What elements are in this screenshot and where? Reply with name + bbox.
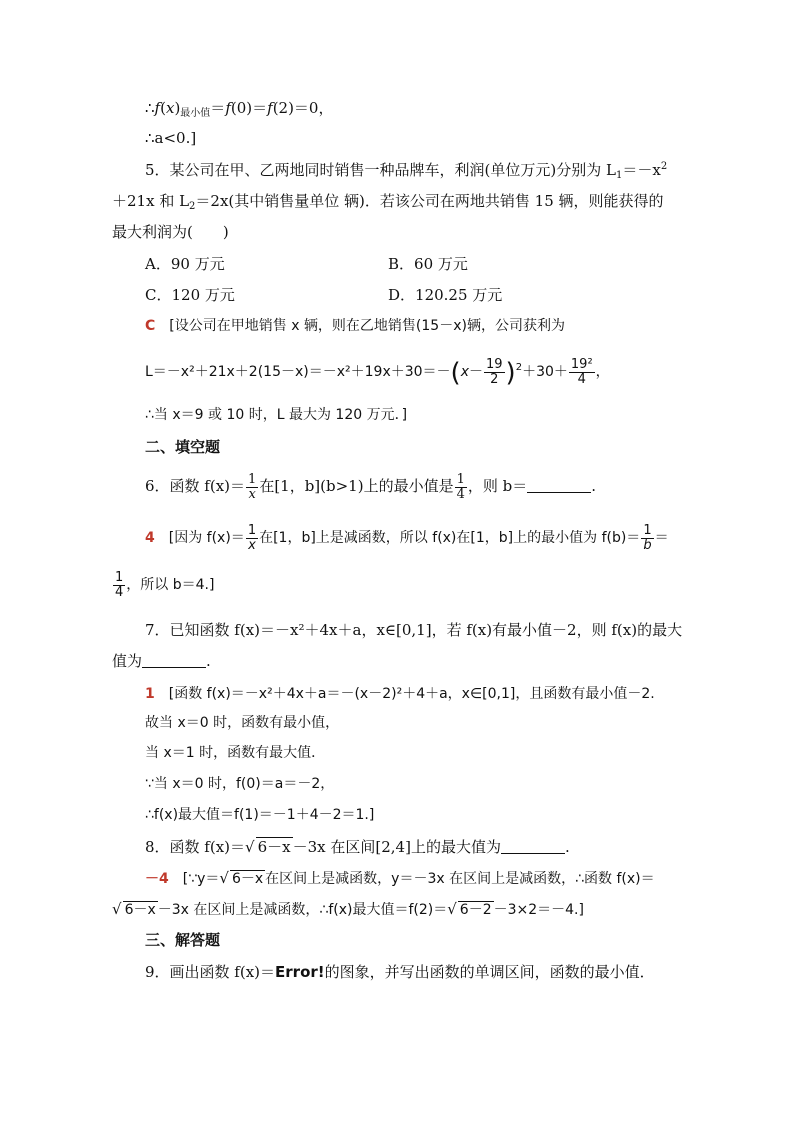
question-7-line-2: 值为 . xyxy=(112,652,211,670)
answer-8-line-1: －4 [∵y＝√ 6－x 在区间上是减函数，y＝－3x 在区间上是减函数，∴函数 f(x)＝ xyxy=(145,869,655,887)
fraction-1-over-b: $\frac{1}{b}$ xyxy=(643,522,652,553)
subscript-min: 最小值 xyxy=(180,108,211,119)
option-a: A．90 万元 xyxy=(145,255,225,273)
question-5-line-3: 最大利润为( ) xyxy=(112,223,229,241)
fraction-1-over-x: $\frac{1}{x}$ xyxy=(248,471,257,502)
answer-blank-7[interactable] xyxy=(142,653,206,668)
answer-6-line-1: 4 [因为 f(x)＝ $\frac{1}{x}$ 在[1，b]上是减函数，所以 f(x)在[1，b]上的最小值为 f(b)＝ $\frac{1}{b}$ ＝ xyxy=(145,522,669,553)
fraction-19-over-2: $\frac{19}{2}$ xyxy=(486,356,503,387)
question-8: 8．函数 f(x)＝√ 6－x －3x 在区间[2,4]上的最大值为 . xyxy=(145,838,570,856)
line-min-value: $\therefore f(x)_{最小值}=f(0)=f(2)=0$， xyxy=(145,99,334,119)
section-answer-heading: 三、解答题 xyxy=(145,931,221,949)
error-placeholder: Error! xyxy=(275,963,325,981)
answer-7-line-4: ∵当 x＝0 时，f(0)＝a＝－2， xyxy=(145,776,335,792)
answer-8-letter: －4 xyxy=(145,871,169,887)
answer-blank-6[interactable] xyxy=(527,478,591,493)
option-c: C．120 万元 xyxy=(145,286,235,304)
fraction-1-over-4-answer: $\frac{1}{4}$ xyxy=(115,569,124,600)
fraction-1-over-4: $\frac{1}{4}$ xyxy=(456,471,465,502)
answer-8-line-2: √ 6－x －3x 在区间上是减函数，∴f(x)最大值＝f(2)＝√ 6－2 －3×2＝－4.] xyxy=(112,900,584,918)
question-5-line-1: 5．某公司在甲、乙两地同时销售一种品牌车，利润(单位万元)分别为 $L_1=-x^2$ xyxy=(145,161,668,181)
option-b: B．60 万元 xyxy=(388,255,468,273)
section-fill-in-heading: 二、填空题 xyxy=(145,438,221,456)
answer-7-line-5: ∴f(x)最大值＝f(1)＝－1＋4－2＝1.] xyxy=(145,807,375,823)
answer-6-letter: 4 xyxy=(145,530,155,546)
answer-7-line-3: 当 x＝1 时，函数有最大值． xyxy=(145,745,326,761)
answer-7-line-1: 1 [函数 f(x)＝－x²＋4x＋a＝－(x－2)²＋4＋a，x∈[0,1]，且函数有最小值－2. xyxy=(145,686,655,702)
answer-5-letter: C xyxy=(145,318,156,334)
answer-blank-8[interactable] xyxy=(501,839,565,854)
option-d: D．120.25 万元 xyxy=(388,286,503,304)
question-7-line-1: 7．已知函数 f(x)＝－x²＋4x＋a，x∈[0,1]，若 f(x)有最小值－2，则 f(x)的最大 xyxy=(145,621,683,639)
answer-7-letter: 1 xyxy=(145,686,155,702)
answer-5-equation: L＝－x²＋21x＋2(15－x)＝－x²＋19x＋30＝－(x－ $\frac{19}{2}$ )$^2$＋30＋ $\frac{\text{19²}}{4}$ ， xyxy=(145,356,610,388)
fraction-19sq-over-4: $\frac{\text{19²}}{4}$ xyxy=(570,356,593,387)
answer-7-line-2: 故当 x＝0 时，函数有最小值， xyxy=(145,715,340,731)
question-5-line-2: ＋21x 和 $L_2=2x$(其中销售量单位 辆)．若该公司在两地共销售 15 辆，则能获得的 xyxy=(112,192,664,212)
answer-5-line-1: C [设公司在甲地销售 x 辆，则在乙地销售(15－x)辆，公司获利为 xyxy=(145,318,565,334)
question-9: 9．画出函数 f(x)＝Error!的图象，并写出函数的单调区间，函数的最小值． xyxy=(145,963,655,981)
answer-6-line-2: $\frac{1}{4}$ ，所以 b＝4.] xyxy=(115,569,215,600)
question-6: 6．函数 f(x)＝ $\frac{1}{x}$ 在[1，b](b>1)上的最小值是 $\frac{1}{4}$ ，则 b＝ . xyxy=(145,471,597,502)
fraction-1-over-x-answer: $\frac{1}{x}$ xyxy=(247,522,257,553)
answer-5-conclusion: ∴当 x＝9 或 10 时，L 最大为 120 万元．] xyxy=(145,407,408,423)
line-a-less-zero: ∴a<0.] xyxy=(145,129,197,147)
